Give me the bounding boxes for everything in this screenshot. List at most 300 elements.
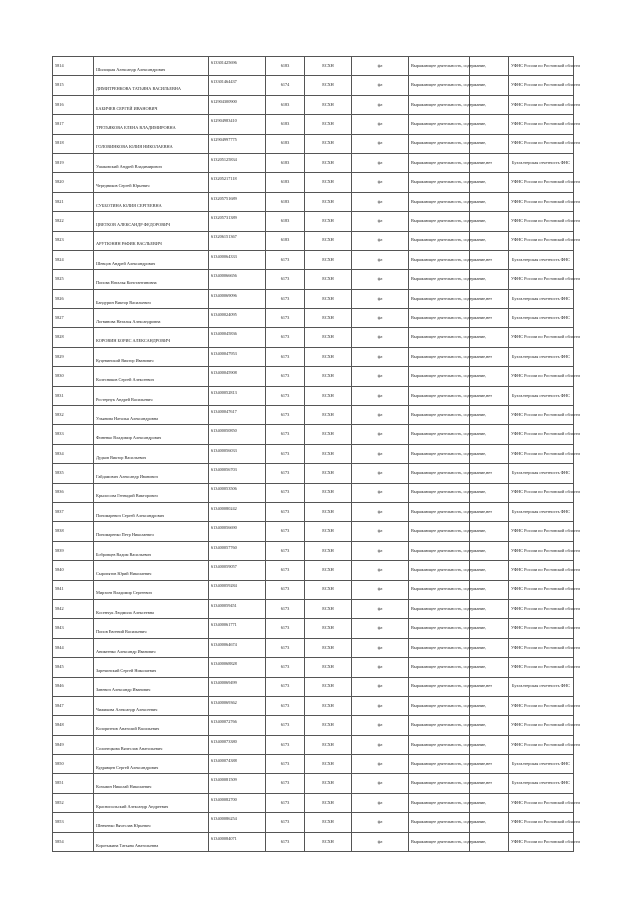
taxpayer-name-cell [94,406,209,425]
inn-text: 613400074388 [211,757,237,763]
tax-office-code-cell [266,328,305,347]
taxpayer-name-cell [94,192,209,211]
inn-cell [209,250,266,269]
table-row [53,444,574,463]
table-row [53,134,574,153]
tax-office-code-cell [266,638,305,657]
tax-office-code-text: 6173 [280,819,290,825]
row-number-text: 5828 [55,334,64,340]
table-row [53,328,574,347]
activity-description-cell [409,57,487,76]
activity-description-text: Выражающее деятельность, содержание, [411,470,487,476]
taxpayer-name-text: Кудрявцев Сергей Александрович [96,764,159,770]
entity-type-text: фл [377,179,383,185]
row-number-text: 5817 [55,121,64,127]
tax-office-code-cell [266,522,305,541]
row-number-text: 5829 [55,353,64,359]
activity-description-cell [409,696,487,715]
tax-office-code-text: 6173 [280,664,290,669]
tax-regime-text: ЕСХН [322,353,334,359]
tax-regime-text: ЕСХН [322,605,334,611]
inn-text: 613400068828 [211,661,237,666]
taxpayer-name-text: Косенчук Людмила Алексеевна [96,609,154,615]
tax-office-code-text: 6173 [280,508,290,514]
taxpayer-name-text: Шевченко Вячеслав Юрьевич [96,823,151,829]
flag-text: нет [485,780,493,786]
source-organization-cell [509,76,580,95]
entity-type-text: фл [377,819,383,825]
activity-description-cell [409,347,487,366]
entity-type-cell [352,793,409,812]
tax-office-code-text: 6173 [280,334,290,340]
source-organization-text: УФНС России по Ростовской области [511,605,580,611]
tax-office-code-text: 6173 [280,567,290,573]
activity-description-text: Выражающее деятельность, содержание, [411,431,487,437]
source-organization-cell [509,347,574,366]
source-organization-text: УФНС России по Ростовской области [511,547,580,553]
taxpayer-name-text: Чижикова Александр Алексеевич [96,706,158,712]
activity-description-cell [409,76,487,95]
entity-type-text: фл [377,664,383,669]
row-number-text: 5823 [55,237,64,243]
source-organization-cell [509,561,580,580]
inn-cell [209,212,266,231]
taxpayer-name-cell [94,580,209,599]
taxpayer-name-text: ЦВЕТКОВ АЛЕКСАНДР ФЕДОРОВИЧ [96,222,171,228]
row-number-cell [53,250,94,269]
inn-text: 612904997775 [211,137,237,143]
entity-type-text: фл [377,838,383,844]
row-number-cell [53,425,94,444]
inn-text: 613400086254 [211,816,237,822]
tax-office-code-text: 6173 [280,547,290,553]
tax-office-code-cell [266,793,305,812]
tax-regime-text: ЕСХН [322,702,334,708]
row-number-cell [53,561,94,580]
tax-office-code-cell [266,153,305,172]
tax-regime-text: ЕСХН [322,489,334,495]
taxpayer-name-text: Шевцов Андрей Александрович [96,260,156,266]
inn-cell [209,638,266,657]
source-organization-text: УФНС России по Ростовской области [511,62,580,68]
activity-description-cell [409,755,487,774]
activity-description-cell [409,328,487,347]
activity-description-text: Выражающее деятельность, содержание, [411,353,487,359]
inn-cell [209,793,266,812]
taxpayer-name-text: Куцевинский Виктор Иванович [96,357,154,363]
tax-office-code-cell [266,464,305,483]
table-row [53,425,574,444]
taxpayer-name-text: Дудков Виктор Васильевич [96,454,146,460]
tax-regime-cell [305,658,352,677]
source-organization-text: УФНС России по Ростовской области [511,179,580,185]
activity-description-text: Выражающее деятельность, содержание, [411,159,487,165]
table-row [53,270,574,289]
activity-description-cell [409,483,487,502]
activity-description-cell [409,599,487,618]
entity-type-cell [352,270,409,289]
tax-office-code-cell [266,231,305,250]
row-number-cell [53,502,94,521]
taxpayer-name-cell [94,483,209,502]
tax-regime-cell [305,309,352,328]
activity-description-text: Выражающее деятельность, содержание, [411,760,487,766]
table-row [53,289,574,308]
taxpayer-name-text: Сыропятов Юрий Николаевич [96,571,152,577]
row-number-text: 5815 [55,82,64,88]
inn-cell [209,696,266,715]
source-organization-cell [509,406,580,425]
entity-type-cell [352,774,409,793]
source-organization-text: УФНС России по Ростовской области [511,121,580,127]
taxpayer-name-cell [94,289,209,308]
registry-table-body [53,57,580,852]
source-organization-text: УФНС России по Ростовской области [511,586,580,592]
activity-description-text: Выражающее деятельность, содержание, [411,605,487,611]
inn-cell [209,115,266,134]
inn-text: 613400050850 [211,428,237,434]
source-organization-cell [509,367,580,386]
source-organization-cell [509,619,580,638]
tax-office-code-text: 6183 [280,101,290,107]
table-row [53,464,574,483]
tax-regime-text: ЕСХН [322,760,334,766]
entity-type-cell [352,755,409,774]
tax-office-code-cell [266,115,305,134]
entity-type-text: фл [377,159,383,165]
activity-description-cell [409,367,487,386]
source-organization-text: Бухгалтерская отчетность ФНС [512,760,570,766]
inn-text: 613400073380 [211,738,237,744]
activity-description-text: Выражающее деятельность, содержание, [411,373,487,379]
table-row [53,347,574,366]
inn-text: 613301464437 [211,79,237,85]
table-row [53,813,574,832]
source-organization-cell [509,832,580,851]
entity-type-cell [352,716,409,735]
taxpayer-name-cell [94,813,209,832]
row-number-text: 5852 [55,799,64,805]
taxpayer-name-cell [94,367,209,386]
activity-description-text: Выражающее деятельность, содержание, [411,411,487,417]
taxpayer-name-cell [94,696,209,715]
row-number-cell [53,716,94,735]
source-organization-text: Бухгалтерская отчетность ФНС [512,353,570,359]
tax-regime-cell [305,212,352,231]
source-organization-cell [509,774,574,793]
tax-office-code-text: 6173 [280,586,290,592]
inn-cell [209,192,266,211]
row-number-text: 5826 [55,295,64,301]
activity-description-text: Выражающее деятельность, содержание, [411,334,487,340]
activity-description-cell [409,813,487,832]
tax-regime-cell [305,347,352,366]
flag-text: нет [485,314,493,320]
table-row [53,173,574,192]
source-organization-cell [509,134,580,153]
row-number-text: 5824 [55,256,64,262]
taxpayer-name-text: Шилоцкая Александр Александрович [96,66,166,72]
inn-cell [209,270,266,289]
taxpayer-name-cell [94,502,209,521]
tax-office-code-cell [266,813,305,832]
taxpayer-name-cell [94,270,209,289]
row-number-cell [53,599,94,618]
activity-description-cell [409,444,487,463]
entity-type-cell [352,658,409,677]
inn-text: 613205125834 [211,156,237,162]
inn-text: 613400069362 [211,699,237,705]
tax-regime-text: ЕСХН [322,780,334,786]
row-number-text: 5840 [55,567,64,573]
table-row [53,192,574,211]
taxpayer-name-text: Пономаревич Сергей Александрович [96,512,165,518]
entity-type-cell [352,95,409,114]
inn-text: 613400059284 [211,583,237,589]
taxpayer-name-text: Финенко Владимир Александрович [96,435,162,441]
taxpayer-name-cell [94,231,209,250]
tax-office-code-text: 6173 [280,256,290,262]
tax-office-code-cell [266,134,305,153]
row-number-text: 5835 [55,470,64,476]
tax-regime-text: ЕСХН [322,741,334,747]
tax-regime-cell [305,464,352,483]
table-row [53,755,574,774]
taxpayer-name-text: Ульянова Наталья Александровна [96,415,158,421]
source-organization-text: УФНС России по Ростовской области [511,722,580,728]
flag-text: нет [485,508,493,514]
entity-type-text: фл [377,450,383,456]
activity-description-text: Выражающее деятельность, содержание, [411,644,487,650]
row-number-text: 5827 [55,314,64,320]
table-row [53,599,574,618]
tax-office-code-text: 6173 [280,799,290,805]
tax-regime-text: ЕСХН [322,256,334,262]
tax-office-code-text: 6173 [280,625,290,631]
taxpayer-name-text: Мирзоев Владимир Сергеевич [96,590,152,596]
taxpayer-name-cell [94,212,209,231]
taxpayer-name-text: Бобровцев Вадим Васильевич [96,551,151,557]
source-organization-text: УФНС России по Ростовской области [511,489,580,495]
source-organization-cell [509,309,574,328]
row-number-text: 5816 [55,101,64,107]
source-organization-cell [509,735,580,754]
tax-regime-cell [305,328,352,347]
entity-type-text: фл [377,644,383,650]
entity-type-cell [352,212,409,231]
activity-description-text: Выражающее деятельность, содержание, [411,450,487,456]
entity-type-cell [352,599,409,618]
tax-regime-text: ЕСХН [322,644,334,650]
activity-description-cell [409,619,487,638]
row-number-text: 5822 [55,218,64,224]
inn-cell [209,735,266,754]
tax-office-code-cell [266,444,305,463]
source-organization-text: Бухгалтерская отчетность ФНС [512,256,570,262]
row-number-text: 5849 [55,741,64,747]
entity-type-text: фл [377,295,383,301]
source-organization-cell [509,793,580,812]
table-row [53,386,574,405]
tax-regime-cell [305,716,352,735]
tax-regime-cell [305,250,352,269]
entity-type-text: фл [377,353,383,359]
entity-type-text: фл [377,411,383,417]
row-number-text: 5842 [55,605,64,611]
inn-cell [209,425,266,444]
entity-type-cell [352,57,409,76]
row-number-cell [53,813,94,832]
entity-type-text: фл [377,567,383,573]
inn-text: 612904983410 [211,118,237,124]
entity-type-text: фл [377,547,383,553]
tax-office-code-text: 6173 [280,489,290,495]
entity-type-text: фл [377,780,383,786]
tax-office-code-cell [266,76,305,95]
table-row [53,309,574,328]
inn-cell [209,580,266,599]
activity-description-cell [409,561,487,580]
taxpayer-name-cell [94,76,209,95]
source-organization-cell [509,444,580,463]
source-organization-text: УФНС России по Ростовской области [511,431,580,437]
tax-office-code-cell [266,347,305,366]
entity-type-cell [352,328,409,347]
row-number-text: 5844 [55,644,64,650]
taxpayer-name-text: Колесников Сергей Алексеевич [96,377,154,383]
activity-description-cell [409,658,487,677]
activity-description-cell [409,580,487,599]
tax-regime-text: ЕСХН [322,121,334,127]
flag-text: нет [485,159,493,165]
inn-cell [209,464,266,483]
row-number-text: 5850 [55,760,64,766]
tax-regime-text: ЕСХН [322,82,334,88]
taxpayer-name-cell [94,115,209,134]
source-organization-text: УФНС России по Ростовской области [511,334,580,340]
tax-office-code-text: 6173 [280,683,290,689]
entity-type-cell [352,619,409,638]
inn-text: 613400080242 [211,505,237,511]
activity-description-cell [409,270,487,289]
inn-cell [209,289,266,308]
entity-type-cell [352,134,409,153]
tax-regime-cell [305,793,352,812]
tax-office-code-cell [266,735,305,754]
taxpayer-name-text: Пономаренко Петр Николаевич [96,532,154,538]
tax-regime-cell [305,115,352,134]
activity-description-cell [409,250,487,269]
entity-type-cell [352,367,409,386]
row-number-cell [53,212,94,231]
activity-description-text: Выражающее деятельность, содержание, [411,62,487,68]
inn-text: 613400072766 [211,719,237,725]
row-number-text: 5819 [55,159,64,165]
source-organization-cell [509,270,580,289]
activity-description-text: Выражающее деятельность, содержание, [411,218,487,224]
entity-type-text: фл [377,799,383,805]
activity-description-text: Выражающее деятельность, содержание, [411,664,487,669]
taxpayer-name-cell [94,793,209,812]
tax-office-code-cell [266,425,305,444]
inn-text: 613400059451 [211,602,237,608]
taxpayer-name-cell [94,716,209,735]
tax-office-code-cell [266,599,305,618]
activity-description-cell [409,134,487,153]
entity-type-cell [352,115,409,134]
source-organization-text: Бухгалтерская отчетность ФНС [512,295,570,301]
activity-description-cell [409,212,487,231]
table-row [53,580,574,599]
activity-description-text: Выражающее деятельность, содержание, [411,392,487,398]
activity-description-text: Выражающее деятельность, содержание, [411,295,487,301]
entity-type-cell [352,813,409,832]
taxpayer-name-cell [94,134,209,153]
entity-type-text: фл [377,702,383,708]
inn-text: 613400064333 [211,253,237,259]
table-row [53,406,574,425]
activity-description-cell [409,522,487,541]
activity-description-cell [409,425,487,444]
source-organization-text: УФНС России по Ростовской области [511,276,580,282]
source-organization-cell [509,212,580,231]
source-organization-text: УФНС России по Ростовской области [511,373,580,379]
tax-regime-text: ЕСХН [322,218,334,224]
entity-type-cell [352,502,409,521]
taxpayer-name-cell [94,658,209,677]
entity-type-cell [352,580,409,599]
entity-type-text: фл [377,470,383,476]
row-number-text: 5832 [55,411,64,417]
tax-regime-text: ЕСХН [322,508,334,514]
tax-office-code-text: 6173 [280,353,290,359]
activity-description-text: Выражающее деятельность, содержание, [411,741,487,747]
activity-description-text: Выражающее деятельность, содержание, [411,625,487,631]
tax-office-code-cell [266,250,305,269]
taxpayer-name-cell [94,541,209,560]
inn-text: 613400045908 [211,370,237,376]
source-organization-cell [509,328,580,347]
taxpayer-name-text: Попов Евгений Васильевич [96,629,147,635]
taxpayer-name-text: БАБИЧЕВ СЕРГЕЙ ИВАНОВИЧ [96,105,158,111]
entity-type-cell [352,406,409,425]
inn-text: 613400084071 [211,835,237,841]
tax-regime-text: ЕСХН [322,799,334,805]
table-row [53,76,574,95]
source-organization-cell [509,289,574,308]
table-row [53,619,574,638]
tax-regime-text: ЕСХН [322,470,334,476]
source-organization-text: УФНС России по Ростовской области [511,625,580,631]
inn-text: 613400052813 [211,389,237,395]
source-organization-cell [509,483,580,502]
source-organization-text: УФНС России по Ростовской области [511,644,580,650]
tax-office-code-text: 6173 [280,741,290,747]
activity-description-text: Выражающее деятельность, содержание, [411,489,487,495]
inn-cell [209,502,266,521]
tax-regime-text: ЕСХН [322,664,334,669]
tax-regime-cell [305,57,352,76]
entity-type-text: фл [377,62,383,68]
taxpayer-name-text: Попова Наталья Константиновна [96,280,157,286]
tax-office-code-cell [266,367,305,386]
inn-text: 613400056703 [211,467,237,473]
row-number-text: 5854 [55,838,64,844]
tax-office-code-text: 6183 [280,198,290,204]
entity-type-cell [352,464,409,483]
source-organization-text: УФНС России по Ростовской области [511,237,580,243]
row-number-text: 5845 [55,664,64,669]
